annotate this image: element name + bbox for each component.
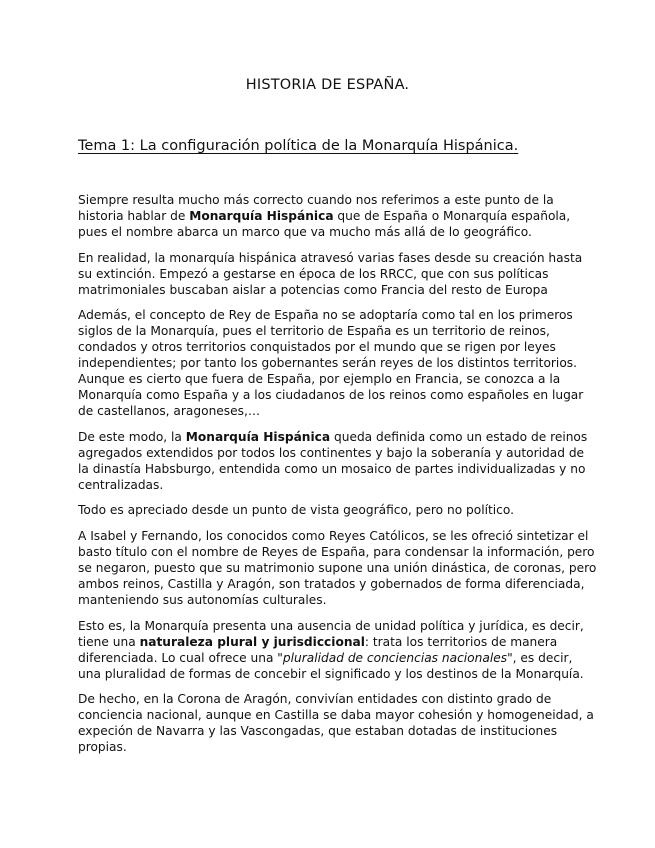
- text-line: [78, 619, 588, 635]
- text-run: independientes; por tanto los gobernantes serán reyes de los distintos territorios.: [78, 356, 577, 371]
- text-run: de castellanos, aragoneses,…: [78, 403, 261, 418]
- text-line: [78, 446, 588, 462]
- text-line: [78, 724, 588, 740]
- paragraph: [78, 619, 588, 683]
- paragraph: [78, 503, 588, 519]
- text-line: [78, 740, 588, 756]
- section-heading: Tema 1: La configuración política de la Monarquía Hispánica.: [78, 138, 519, 154]
- document-title: HISTORIA DE ESPAÑA.: [245, 77, 410, 93]
- text-run: En realidad, la monarquía hispánica atravesó varias fases desde su creación hasta: [78, 250, 583, 265]
- bold-text: Monarquía Hispánica: [185, 429, 331, 444]
- text-run: ", es decir,: [507, 650, 573, 665]
- text-run: De hecho, en la Corona de Aragón, convivían entidades con distinto grado de: [78, 692, 552, 707]
- text-run: una pluralidad de formas de concebir el significado y los destinos de la Monarquía.: [78, 666, 584, 681]
- text-run: pues el nombre abarca un marco que va mucho más allá de lo geográfico.: [78, 224, 532, 239]
- text-line: [78, 577, 588, 593]
- paragraph: [78, 430, 588, 494]
- text-run: Todo es apreciado desde un punto de vista geográfico, pero no político.: [78, 503, 514, 518]
- text-line: [78, 529, 588, 545]
- text-run: conciencia nacional, aunque en Castilla se daba mayor cohesión y homogeneidad, a: [78, 708, 594, 723]
- text-line: [78, 340, 588, 356]
- text-line: [78, 462, 588, 478]
- text-line: [78, 635, 588, 651]
- text-line: [78, 388, 588, 404]
- text-run: basto título con el nombre de Reyes de España, para condensar la información, pero: [78, 545, 595, 560]
- text-line: [78, 308, 588, 324]
- document-body: [78, 193, 597, 766]
- text-line: [78, 283, 588, 299]
- text-line: [78, 561, 597, 577]
- text-line: [78, 503, 588, 519]
- text-run: matrimoniales buscaban aislar a potencias como Francia del resto de Europa: [78, 282, 548, 297]
- text-line: [78, 372, 588, 388]
- text-run: queda definida como un estado de reinos: [330, 429, 588, 444]
- text-line: [78, 667, 588, 683]
- text-run: centralizadas.: [78, 477, 164, 492]
- text-run: Además, el concepto de Rey de España no se adoptaría como tal en los primeros: [78, 308, 573, 323]
- text-run: su extinción. Empezó a gestarse en época de los RRCC, que con sus políticas: [78, 266, 549, 281]
- paragraph: [78, 529, 597, 609]
- italic-text: pluralidad de conciencias nacionales: [282, 650, 508, 665]
- text-line: [78, 356, 588, 372]
- text-line: [78, 267, 588, 283]
- text-run: Aunque es cierto que fuera de España, por ejemplo en Francia, se conozca a la: [78, 372, 561, 387]
- text-line: [78, 545, 595, 561]
- text-line: [78, 404, 588, 420]
- text-run: Monarquía como España y a los ciudadanos de los reinos como españoles en lugar: [78, 387, 584, 402]
- text-run: que de España o Monarquía española,: [333, 208, 571, 223]
- text-line: [78, 478, 588, 494]
- text-line: [78, 708, 594, 724]
- text-line: [78, 193, 588, 209]
- bold-text: Monarquía Hispánica: [189, 208, 334, 223]
- paragraph: [78, 308, 588, 419]
- text-line: [78, 593, 588, 609]
- text-run: condados y otros territorios conquistados por el mundo que se rigen por leyes: [78, 340, 556, 355]
- text-run: ambos reinos, Castilla y Aragón, son tratados y gobernados de forma diferenciada,: [78, 577, 585, 592]
- text-run: : trata los territorios de manera: [364, 634, 558, 649]
- text-run: se negaron, puesto que su matrimonio supone una unión dinástica, de coronas, pero: [78, 561, 597, 576]
- text-run: agregados extendidos por todos los continentes y bajo la soberanía y autoridad de: [78, 445, 585, 460]
- text-line: [78, 209, 588, 225]
- text-line: [78, 430, 588, 446]
- text-run: De este modo, la: [78, 429, 186, 444]
- text-run: manteniendo sus autonomías culturales.: [78, 592, 327, 607]
- bold-text: naturaleza plural y jurisdiccional: [139, 634, 365, 649]
- text-run: historia hablar de: [78, 208, 190, 223]
- text-run: la dinastía Habsburgo, entendida como un mosaico de partes individualizadas y no: [78, 461, 586, 476]
- text-run: Siempre resulta mucho más correcto cuando nos referimos a este punto de la: [78, 193, 554, 207]
- text-run: tiene una: [78, 634, 140, 649]
- text-run: A Isabel y Fernando, los conocidos como Reyes Católicos, se les ofreció sintetizar el: [78, 529, 589, 544]
- text-run: expeción de Navarra y las Vascongadas, que estaban dotadas de instituciones: [78, 724, 558, 739]
- text-run: Esto es, la Monarquía presenta una ausencia de unidad política y jurídica, es decir,: [78, 618, 584, 633]
- paragraph: [78, 193, 588, 241]
- text-line: [78, 324, 588, 340]
- text-run: propias.: [78, 740, 127, 755]
- paragraph: [78, 251, 588, 299]
- text-run: siglos de la Monarquía, pues el territorio de España es un territorio de reinos,: [78, 324, 550, 339]
- paragraph: [78, 692, 594, 756]
- text-line: [78, 651, 588, 667]
- text-line: [78, 692, 588, 708]
- text-run: diferenciada. Lo cual ofrece una ": [78, 650, 283, 665]
- text-line: [78, 225, 588, 241]
- text-line: [78, 251, 588, 267]
